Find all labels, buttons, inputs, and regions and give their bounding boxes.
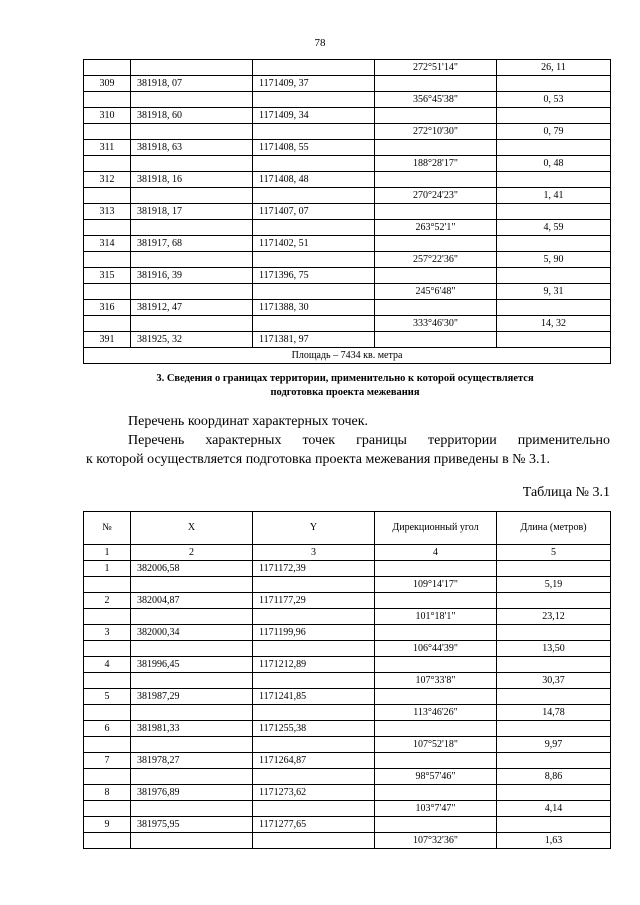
point-number-cell xyxy=(84,124,131,140)
direction-angle-cell xyxy=(375,753,497,769)
table-row xyxy=(84,625,611,641)
table-row xyxy=(84,220,611,236)
y-coordinate-cell xyxy=(253,673,375,689)
x-coordinate-cell xyxy=(131,609,253,625)
x-coordinate-cell xyxy=(131,673,253,689)
length-cell xyxy=(497,76,611,92)
table-row xyxy=(84,204,611,220)
x-coordinate-cell xyxy=(131,316,253,332)
y-coordinate-cell xyxy=(253,156,375,172)
y-coordinate-cell: 1171381, 97 xyxy=(253,332,375,348)
point-number-cell xyxy=(84,92,131,108)
col-number: 3 xyxy=(253,545,375,561)
length-cell: 26, 11 xyxy=(497,60,611,76)
point-number-cell xyxy=(84,769,131,785)
table-row xyxy=(84,172,611,188)
x-coordinate-cell xyxy=(131,284,253,300)
table-row xyxy=(84,737,611,753)
y-coordinate-cell xyxy=(253,737,375,753)
point-number-cell: 7 xyxy=(84,753,131,769)
section-title xyxy=(95,372,595,400)
direction-angle-cell: 98°57'46" xyxy=(375,769,497,785)
x-coordinate-cell xyxy=(131,801,253,817)
point-number-cell xyxy=(84,156,131,172)
point-number-cell: 1 xyxy=(84,561,131,577)
x-coordinate-cell: 381976,89 xyxy=(131,785,253,801)
table-row xyxy=(84,721,611,737)
length-cell xyxy=(497,625,611,641)
length-cell xyxy=(497,657,611,673)
length-cell xyxy=(497,817,611,833)
direction-angle-cell xyxy=(375,625,497,641)
x-coordinate-cell: 382006,58 xyxy=(131,561,253,577)
x-coordinate-cell: 381975,95 xyxy=(131,817,253,833)
direction-angle-cell xyxy=(375,593,497,609)
direction-angle-cell: 333°46'30" xyxy=(375,316,497,332)
length-cell: 14, 32 xyxy=(497,316,611,332)
table-row xyxy=(84,108,611,124)
y-coordinate-cell: 1171277,65 xyxy=(253,817,375,833)
x-coordinate-cell xyxy=(131,769,253,785)
length-cell xyxy=(497,268,611,284)
direction-angle-cell: 263°52'1" xyxy=(375,220,497,236)
direction-angle-cell: 107°52'18" xyxy=(375,737,497,753)
table-row xyxy=(84,188,611,204)
x-coordinate-cell: 382004,87 xyxy=(131,593,253,609)
y-coordinate-cell: 1171241,85 xyxy=(253,689,375,705)
point-number-cell: 311 xyxy=(84,140,131,156)
table-row xyxy=(84,817,611,833)
point-number-cell: 312 xyxy=(84,172,131,188)
y-coordinate-cell xyxy=(253,641,375,657)
point-number-cell: 316 xyxy=(84,300,131,316)
table-row xyxy=(84,76,611,92)
point-number-cell xyxy=(84,609,131,625)
direction-angle-cell: 107°32'36" xyxy=(375,833,497,849)
x-coordinate-cell xyxy=(131,641,253,657)
length-cell: 4,14 xyxy=(497,801,611,817)
point-number-cell: 310 xyxy=(84,108,131,124)
length-cell xyxy=(497,753,611,769)
length-cell: 9,97 xyxy=(497,737,611,753)
point-number-cell xyxy=(84,705,131,721)
direction-angle-cell xyxy=(375,721,497,737)
direction-angle-cell xyxy=(375,204,497,220)
direction-angle-cell xyxy=(375,657,497,673)
length-cell xyxy=(497,172,611,188)
direction-angle-cell xyxy=(375,268,497,284)
y-coordinate-cell: 1171409, 34 xyxy=(253,108,375,124)
table-row xyxy=(84,268,611,284)
x-coordinate-cell: 381996,45 xyxy=(131,657,253,673)
y-coordinate-cell xyxy=(253,769,375,785)
table-row xyxy=(84,641,611,657)
direction-angle-cell: 356°45'38" xyxy=(375,92,497,108)
table-header-row xyxy=(84,512,611,545)
length-cell xyxy=(497,561,611,577)
point-number-cell xyxy=(84,737,131,753)
length-cell: 4, 59 xyxy=(497,220,611,236)
x-coordinate-cell: 381987,29 xyxy=(131,689,253,705)
point-number-cell xyxy=(84,833,131,849)
length-cell: 13,50 xyxy=(497,641,611,657)
length-cell xyxy=(497,593,611,609)
length-cell: 30,37 xyxy=(497,673,611,689)
direction-angle-cell: 101°18'1" xyxy=(375,609,497,625)
length-cell: 5,19 xyxy=(497,577,611,593)
y-coordinate-cell xyxy=(253,60,375,76)
y-coordinate-cell xyxy=(253,801,375,817)
table-row xyxy=(84,316,611,332)
column-number-row xyxy=(84,545,611,561)
point-number-cell: 309 xyxy=(84,76,131,92)
direction-angle-cell: 188°28'17" xyxy=(375,156,497,172)
direction-angle-cell xyxy=(375,108,497,124)
y-coordinate-cell: 1171264,87 xyxy=(253,753,375,769)
point-number-cell xyxy=(84,284,131,300)
y-coordinate-cell: 1171212,89 xyxy=(253,657,375,673)
length-cell: 9, 31 xyxy=(497,284,611,300)
y-coordinate-cell xyxy=(253,705,375,721)
point-number-cell xyxy=(84,60,131,76)
x-coordinate-cell xyxy=(131,60,253,76)
direction-angle-cell: 257°22'36" xyxy=(375,252,497,268)
header-direction-angle: Дирекционный угол xyxy=(375,512,497,545)
y-coordinate-cell: 1171402, 51 xyxy=(253,236,375,252)
direction-angle-cell xyxy=(375,689,497,705)
x-coordinate-cell: 381912, 47 xyxy=(131,300,253,316)
y-coordinate-cell: 1171172,39 xyxy=(253,561,375,577)
direction-angle-cell xyxy=(375,332,497,348)
direction-angle-cell xyxy=(375,140,497,156)
y-coordinate-cell: 1171408, 48 xyxy=(253,172,375,188)
y-coordinate-cell xyxy=(253,92,375,108)
length-cell: 0, 79 xyxy=(497,124,611,140)
x-coordinate-cell: 381978,27 xyxy=(131,753,253,769)
table-row xyxy=(84,124,611,140)
length-cell xyxy=(497,721,611,737)
table-row xyxy=(84,673,611,689)
point-number-cell: 314 xyxy=(84,236,131,252)
length-cell xyxy=(497,140,611,156)
table-row xyxy=(84,769,611,785)
point-number-cell: 391 xyxy=(84,332,131,348)
y-coordinate-cell xyxy=(253,609,375,625)
direction-angle-cell xyxy=(375,172,497,188)
table-row xyxy=(84,156,611,172)
table-row xyxy=(84,60,611,76)
point-number-cell xyxy=(84,641,131,657)
direction-angle-cell xyxy=(375,785,497,801)
direction-angle-cell: 270°24'23" xyxy=(375,188,497,204)
table-row xyxy=(84,609,611,625)
direction-angle-cell: 245°6'48" xyxy=(375,284,497,300)
x-coordinate-cell: 381918, 17 xyxy=(131,204,253,220)
x-coordinate-cell: 381918, 07 xyxy=(131,76,253,92)
point-number-cell xyxy=(84,673,131,689)
section-title-line1: 3. Сведения о границах территории, применительно к которой осуществляется xyxy=(156,373,534,384)
table-row xyxy=(84,753,611,769)
y-coordinate-cell xyxy=(253,316,375,332)
direction-angle-cell: 272°10'30" xyxy=(375,124,497,140)
length-cell xyxy=(497,332,611,348)
x-coordinate-cell: 381925, 32 xyxy=(131,332,253,348)
point-number-cell xyxy=(84,252,131,268)
table-row xyxy=(84,833,611,849)
table-row xyxy=(84,561,611,577)
y-coordinate-cell xyxy=(253,833,375,849)
direction-angle-cell xyxy=(375,76,497,92)
direction-angle-cell: 107°33'8" xyxy=(375,673,497,689)
table-row xyxy=(84,252,611,268)
table-row xyxy=(84,92,611,108)
y-coordinate-cell xyxy=(253,252,375,268)
header-y: Y xyxy=(253,512,375,545)
table-row xyxy=(84,332,611,348)
area-cell: Площадь – 7434 кв. метра xyxy=(84,348,611,364)
point-number-cell: 6 xyxy=(84,721,131,737)
point-number-cell: 3 xyxy=(84,625,131,641)
y-coordinate-cell: 1171408, 55 xyxy=(253,140,375,156)
y-coordinate-cell: 1171407, 07 xyxy=(253,204,375,220)
x-coordinate-cell xyxy=(131,92,253,108)
paragraph-points-list-line2: к которой осуществляется подготовка проекта межевания приведены в № 3.1. xyxy=(86,452,551,467)
point-number-cell: 4 xyxy=(84,657,131,673)
table-row xyxy=(84,657,611,673)
length-cell xyxy=(497,785,611,801)
x-coordinate-cell: 382000,34 xyxy=(131,625,253,641)
coordinates-table-3-1 xyxy=(83,511,611,849)
x-coordinate-cell xyxy=(131,577,253,593)
y-coordinate-cell: 1171396, 75 xyxy=(253,268,375,284)
x-coordinate-cell: 381918, 16 xyxy=(131,172,253,188)
length-cell: 23,12 xyxy=(497,609,611,625)
point-number-cell: 9 xyxy=(84,817,131,833)
paragraph-coordinates-list: Перечень координат характерных точек. xyxy=(128,414,369,429)
col-number: 5 xyxy=(497,545,611,561)
point-number-cell xyxy=(84,188,131,204)
x-coordinate-cell xyxy=(131,252,253,268)
direction-angle-cell: 272°51'14" xyxy=(375,60,497,76)
table-row xyxy=(84,140,611,156)
table-row xyxy=(84,300,611,316)
x-coordinate-cell xyxy=(131,737,253,753)
length-cell: 14,78 xyxy=(497,705,611,721)
x-coordinate-cell xyxy=(131,188,253,204)
header-length: Длина (метров) xyxy=(497,512,611,545)
y-coordinate-cell xyxy=(253,220,375,236)
table-row xyxy=(84,801,611,817)
direction-angle-cell xyxy=(375,817,497,833)
length-cell xyxy=(497,108,611,124)
section-title-line2: подготовка проекта межевания xyxy=(270,387,420,398)
x-coordinate-cell: 381918, 60 xyxy=(131,108,253,124)
point-number-cell: 8 xyxy=(84,785,131,801)
direction-angle-cell xyxy=(375,561,497,577)
y-coordinate-cell: 1171409, 37 xyxy=(253,76,375,92)
x-coordinate-cell xyxy=(131,220,253,236)
y-coordinate-cell xyxy=(253,284,375,300)
page-number: 78 xyxy=(314,37,326,49)
table-row xyxy=(84,705,611,721)
length-cell: 0, 53 xyxy=(497,92,611,108)
table-row xyxy=(84,593,611,609)
point-number-cell: 313 xyxy=(84,204,131,220)
area-row xyxy=(84,348,611,364)
y-coordinate-cell: 1171255,38 xyxy=(253,721,375,737)
x-coordinate-cell xyxy=(131,705,253,721)
y-coordinate-cell: 1171388, 30 xyxy=(253,300,375,316)
header-x: X xyxy=(131,512,253,545)
x-coordinate-cell xyxy=(131,124,253,140)
length-cell xyxy=(497,300,611,316)
direction-angle-cell xyxy=(375,300,497,316)
point-number-cell xyxy=(84,801,131,817)
length-cell xyxy=(497,236,611,252)
y-coordinate-cell xyxy=(253,188,375,204)
point-number-cell xyxy=(84,220,131,236)
y-coordinate-cell: 1171177,29 xyxy=(253,593,375,609)
x-coordinate-cell: 381917, 68 xyxy=(131,236,253,252)
point-number-cell xyxy=(84,316,131,332)
point-number-cell: 2 xyxy=(84,593,131,609)
y-coordinate-cell: 1171199,96 xyxy=(253,625,375,641)
direction-angle-cell xyxy=(375,236,497,252)
length-cell: 0, 48 xyxy=(497,156,611,172)
length-cell xyxy=(497,689,611,705)
point-number-cell xyxy=(84,577,131,593)
table-row xyxy=(84,689,611,705)
table-row xyxy=(84,577,611,593)
length-cell: 5, 90 xyxy=(497,252,611,268)
x-coordinate-cell: 381981,33 xyxy=(131,721,253,737)
coordinates-table-continued xyxy=(83,59,611,364)
table-row xyxy=(84,785,611,801)
length-cell: 1, 41 xyxy=(497,188,611,204)
direction-angle-cell: 106°44'39" xyxy=(375,641,497,657)
x-coordinate-cell: 381916, 39 xyxy=(131,268,253,284)
point-number-cell: 5 xyxy=(84,689,131,705)
paragraph-points-list-line1: Перечень характерных точек границы территории применительно xyxy=(128,433,610,448)
length-cell xyxy=(497,204,611,220)
table-caption: Таблица № 3.1 xyxy=(522,485,610,500)
col-number: 4 xyxy=(375,545,497,561)
length-cell: 8,86 xyxy=(497,769,611,785)
y-coordinate-cell xyxy=(253,124,375,140)
table-row xyxy=(84,284,611,300)
y-coordinate-cell: 1171273,62 xyxy=(253,785,375,801)
y-coordinate-cell xyxy=(253,577,375,593)
direction-angle-cell: 113°46'26" xyxy=(375,705,497,721)
table-row xyxy=(84,236,611,252)
x-coordinate-cell xyxy=(131,156,253,172)
direction-angle-cell: 109°14'17" xyxy=(375,577,497,593)
length-cell: 1,63 xyxy=(497,833,611,849)
x-coordinate-cell xyxy=(131,833,253,849)
point-number-cell: 315 xyxy=(84,268,131,284)
col-number: 2 xyxy=(131,545,253,561)
direction-angle-cell: 103°7'47" xyxy=(375,801,497,817)
header-number: № xyxy=(84,512,131,545)
col-number: 1 xyxy=(84,545,131,561)
x-coordinate-cell: 381918, 63 xyxy=(131,140,253,156)
